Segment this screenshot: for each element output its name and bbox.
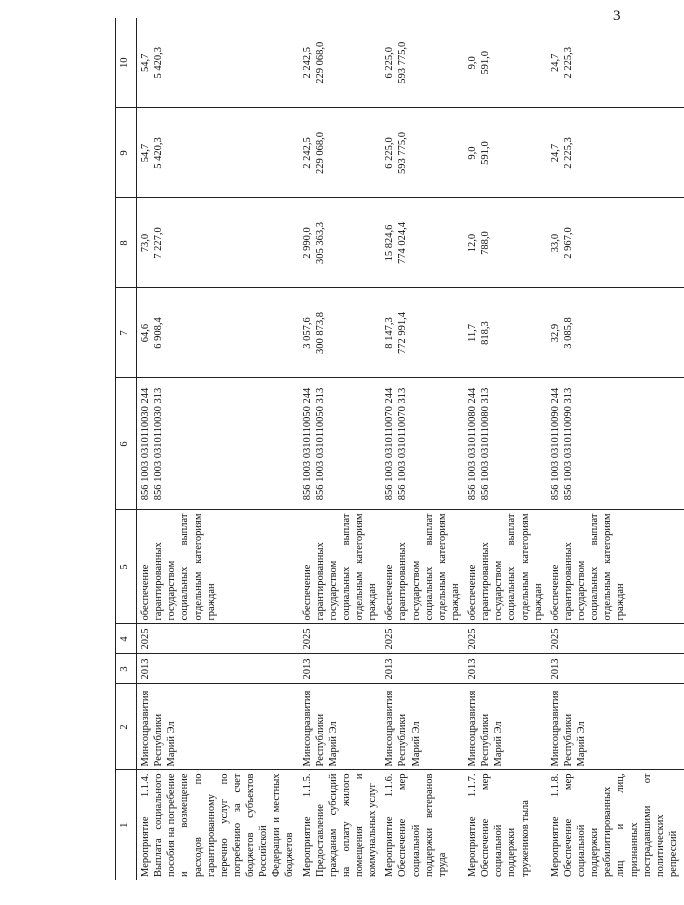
value-col8-line2: 774 024,4 (397, 222, 409, 264)
value-col7-cell (299, 288, 382, 378)
value-col9-cell (137, 108, 299, 198)
measure-name-cell: Мероприятие 1.1.6. Обеспечение мер социальной поддержки ветеранов труда (384, 773, 448, 877)
value-col8-line2: 305 363,3 (314, 222, 326, 264)
value-col9-line2: 591,0 (480, 141, 492, 165)
rotated-table-container (115, 18, 679, 880)
value-col10-line2: 591,0 (480, 50, 492, 75)
value-col7-cell (381, 288, 464, 378)
expected-result-cell: обеспечение гарантированных государством социальных выплат отдельным категориям граждан (464, 510, 547, 624)
value-col8-line1: 73,0 (140, 233, 151, 253)
budget-code-cell (547, 378, 684, 510)
budget-code-313: 856 1003 0310110070 313 (397, 387, 409, 501)
table-row (547, 18, 684, 880)
value-col8-cell (547, 198, 684, 288)
table-row (381, 18, 464, 880)
header-cell-7: 7 (116, 288, 137, 378)
budget-code-244: 856 1003 0310110080 244 (467, 387, 478, 501)
value-col8-line1: 12,0 (467, 233, 478, 253)
expected-result-cell: обеспечение гарантированных государством социальных выплат отдельным категориям граждан (137, 510, 299, 624)
value-col7-line1: 64,6 (140, 323, 151, 343)
value-col7-line2: 772 991,4 (397, 312, 409, 354)
table-row (464, 18, 547, 880)
header-cell-3: 3 (116, 654, 137, 684)
executor-cell: Минсоцразвития Республики Марий Эл (381, 684, 464, 770)
value-col7-line1: 32,9 (549, 323, 561, 343)
value-col9-cell (547, 108, 684, 198)
header-cell-4: 4 (116, 624, 137, 654)
value-col7-line2: 3 085,8 (562, 317, 574, 349)
start-year-cell: 2013 (464, 654, 547, 684)
measure-name-cell: Мероприятие 1.1.7. Обеспечение мер социальной поддержки тружеников тыла (467, 773, 531, 877)
header-cell-2: 2 (116, 684, 137, 770)
budget-code-313: 856 1003 0310110080 313 (480, 387, 492, 501)
budget-code-cell (137, 378, 299, 510)
header-cell-1: 1 (116, 770, 137, 880)
value-col10-line2: 229 068,0 (314, 41, 326, 84)
budget-code-244: 856 1003 0310110030 244 (140, 387, 151, 501)
value-col10-cell (464, 18, 547, 108)
start-year-cell: 2013 (137, 654, 299, 684)
budget-code-313: 856 1003 0310110090 313 (562, 387, 574, 501)
header-cell-5: 5 (116, 510, 137, 624)
executor-cell: Минсоцразвития Республики Марий Эл (299, 684, 382, 770)
header-cell-10: 10 (116, 18, 137, 108)
executor-cell: Минсоцразвития Республики Марий Эл (547, 684, 684, 770)
value-col10-line1: 9,0 (467, 56, 478, 70)
value-col9-line1: 6 225,0 (384, 137, 396, 169)
page-number: 3 (613, 8, 621, 24)
expected-result-cell: обеспечение гарантированных государством социальных выплат отдельным категориям граждан (381, 510, 464, 624)
budget-code-244: 856 1003 0310110050 244 (301, 387, 313, 501)
value-col7-cell (137, 288, 299, 378)
budget-code-cell (464, 378, 547, 510)
budget-code-313: 856 1003 0310110050 313 (314, 387, 326, 501)
end-year-cell: 2025 (299, 624, 382, 654)
value-col9-cell (381, 108, 464, 198)
value-col9-line2: 5 420,3 (153, 137, 165, 169)
value-col9-line1: 9,0 (467, 146, 478, 160)
value-col9-cell (464, 108, 547, 198)
measure-name-cell: Мероприятие 1.1.4. Выплата социального пособия на погребение и возмещение расходов по гарантированному перечню услуг по погребению за счет бюджетов субъектов Российской Федерации и местных бюджетов (140, 773, 296, 877)
header-cell-9: 9 (116, 108, 137, 198)
value-col9-line1: 24,7 (549, 143, 561, 163)
value-col7-cell (547, 288, 684, 378)
header-row (116, 18, 137, 880)
table-body (137, 18, 684, 880)
table-row (299, 18, 382, 880)
value-col10-line2: 2 225,3 (562, 47, 574, 79)
value-col8-line2: 788,0 (480, 231, 492, 255)
end-year-cell: 2025 (137, 624, 299, 654)
end-year-cell: 2025 (381, 624, 464, 654)
end-year-cell: 2025 (547, 624, 684, 654)
budget-code-cell (381, 378, 464, 510)
value-col8-line1: 33,0 (549, 233, 561, 253)
value-col9-line2: 229 068,0 (314, 132, 326, 174)
value-col8-cell (299, 198, 382, 288)
value-col9-line2: 2 225,3 (562, 137, 574, 169)
value-col7-line2: 6 908,4 (153, 317, 165, 349)
header-cell-6: 6 (116, 378, 137, 510)
start-year-cell: 2013 (547, 654, 684, 684)
value-col9-cell (299, 108, 382, 198)
budget-code-244: 856 1003 0310110090 244 (549, 387, 561, 501)
expected-result-cell: обеспечение гарантированных государством социальных выплат отдельным категориям граждан (299, 510, 382, 624)
value-col9-line1: 2 242,5 (301, 137, 313, 169)
value-col9-line1: 54,7 (140, 143, 151, 163)
value-col8-cell (464, 198, 547, 288)
value-col10-cell (547, 18, 684, 108)
value-col7-line1: 11,7 (467, 324, 478, 342)
start-year-cell: 2013 (381, 654, 464, 684)
value-col10-cell (381, 18, 464, 108)
value-col10-line1: 6 225,0 (384, 47, 396, 79)
value-col8-line1: 2 990,0 (301, 227, 313, 259)
value-col8-cell (137, 198, 299, 288)
header-cell-8: 8 (116, 198, 137, 288)
value-col9-line2: 593 775,0 (397, 132, 409, 174)
value-col7-cell (464, 288, 547, 378)
table-row (137, 18, 299, 880)
budget-code-313: 856 1003 0310110030 313 (153, 387, 165, 501)
value-col10-line2: 593 775,0 (397, 41, 409, 84)
value-col8-line1: 15 824,6 (384, 224, 396, 262)
value-col7-line1: 3 057,6 (301, 317, 313, 349)
value-col10-cell (299, 18, 382, 108)
budget-code-244: 856 1003 0310110070 244 (384, 387, 396, 501)
value-col8-line2: 2 967,0 (562, 227, 574, 259)
executor-cell: Минсоцразвития Республики Марий Эл (464, 684, 547, 770)
budget-code-cell (299, 378, 382, 510)
end-year-cell: 2025 (464, 624, 547, 654)
program-measures-table (115, 18, 684, 880)
value-col7-line2: 818,3 (480, 321, 492, 345)
value-col10-line1: 54,7 (140, 53, 151, 72)
value-col8-line2: 7 227,0 (153, 227, 165, 259)
measure-name-cell: Мероприятие 1.1.5. Предоставление гражданам субсидий на оплату жилого помещения и коммунальных услуг (301, 773, 379, 877)
value-col10-line2: 5 420,3 (153, 47, 165, 79)
value-col7-line2: 300 873,8 (314, 312, 326, 354)
executor-cell: Минсоцразвития Республики Марий Эл (137, 684, 299, 770)
measure-name-cell: Мероприятие 1.1.8. Обеспечение мер социальной поддержки реабилитированных лиц и лиц, признанных пострадавшими от политических репрессий (549, 773, 679, 877)
value-col8-cell (381, 198, 464, 288)
start-year-cell: 2013 (299, 654, 382, 684)
value-col10-line1: 24,7 (549, 53, 561, 72)
expected-result-cell: обеспечение гарантированных государством социальных выплат отдельным категориям граждан (547, 510, 684, 624)
value-col10-cell (137, 18, 299, 108)
value-col7-line1: 8 147,3 (384, 317, 396, 349)
value-col10-line1: 2 242,5 (301, 47, 313, 79)
